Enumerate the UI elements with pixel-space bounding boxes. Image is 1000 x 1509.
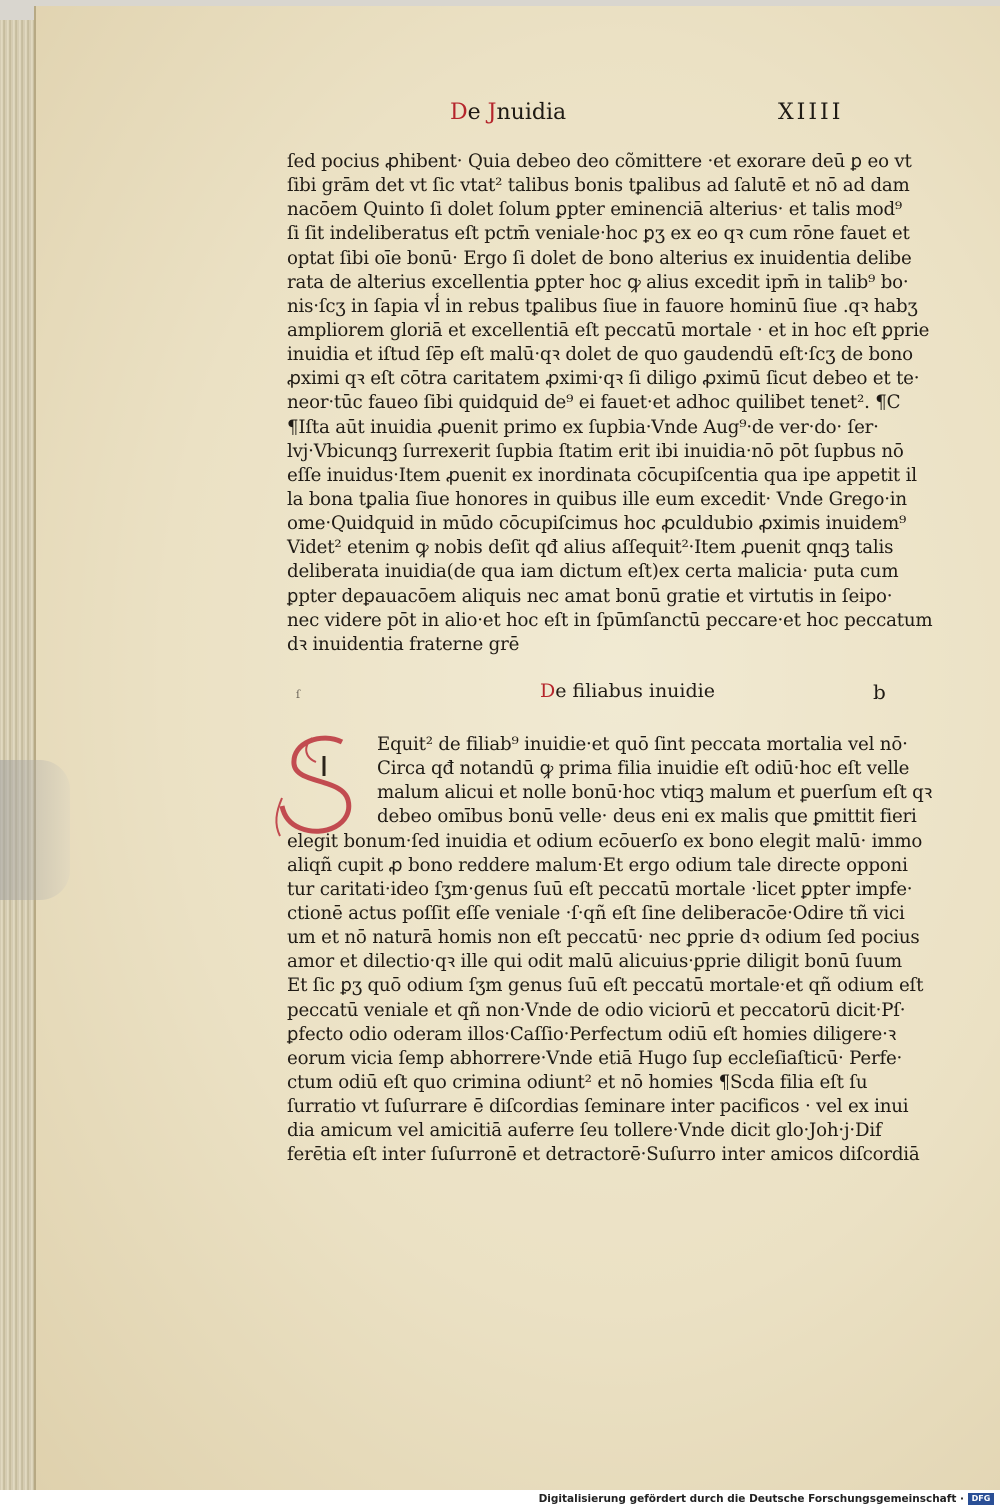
text-line: peccatū veniale et qñ non·Vnde de odio viciorū et peccatorū dicit·Pſ· xyxy=(287,999,906,1021)
text-line: ꝓximi qꝛ eſt cōtra caritatem ꝓximi·qꝛ ſi diligo ꝓximū ſicut debeo et te· xyxy=(287,368,920,390)
digitization-credit: Digitalisierung gefördert durch die Deutsche Forschungsgemeinschaft · xyxy=(538,1493,964,1505)
running-head xyxy=(450,100,566,125)
text-block-1 xyxy=(287,150,937,657)
clip-shadow xyxy=(0,760,70,900)
text-line: nis·ſcʒ in ſapia vl̾ in rebus tꝑalibus ſiue in fauore hominū ſiue .qꝛ habʒ xyxy=(287,295,918,317)
text-line: inuidia et iſtud ſēp eſt malū·qꝛ dolet de quo gaudendū eſt·ſcʒ de bono xyxy=(287,344,913,366)
text-line: lvj·Vbicunqꝫ ſurrexerit ſupbia ſtatim erit ibi inuidia·nō pōt ſupbus nō xyxy=(287,440,904,462)
chapter-heading xyxy=(540,680,715,702)
text-line: ctum odiū eſt quo crimina odiunt² et nō homies ¶Scda filia eſt ſu xyxy=(287,1071,868,1093)
running-head-initial-2: J xyxy=(487,100,497,125)
text-line: nacōem Quinto ſi dolet ſolum ꝑpter eminenciā alterius· et talis mod⁹ xyxy=(287,199,903,221)
text-line: nec videre pōt in alio·et hoc eſt in ſpūmſanctū peccare·et hoc peccatum xyxy=(287,609,933,631)
guide-letter: ſ xyxy=(296,688,301,701)
text-line: Circa qđ notandū ꝙ prima filia inuidie eſt odiū·hoc eſt velle xyxy=(377,758,910,780)
text-line: dia amicum vel amicitiā auferre ſeu tollere·Vnde dicit glo·Joh·j·Dif xyxy=(287,1120,882,1142)
folio-number: XIIII xyxy=(778,100,844,125)
text-line: aliqñ cupit ꝓ bono reddere malum·Et ergo odium tale directe opponi xyxy=(287,854,908,876)
text-line: amor et dilectio·qꝛ ille qui odit malū alicuius·ꝑprie diligit bonū ſuum xyxy=(287,951,902,973)
text-line: ctionē actus poſſit eſſe veniale ·ſ·qñ eſt ſine deliberacōe·Odire tñ vici xyxy=(287,902,905,924)
text-line: ampliorem gloriā et excellentiā eſt peccatū mortale · et in hoc eſt ꝑprie xyxy=(287,319,930,341)
chapter-heading-text: e filiabus inuidie xyxy=(555,680,715,702)
dfg-logo: DFG xyxy=(968,1493,994,1505)
signature-marker: b xyxy=(873,680,886,704)
text-line: ꝑpter deꝑauacōem aliquis nec amat bonū gratie et virtutis in ſeipo· xyxy=(287,585,893,607)
text-line: ſurratio vt ſuſurrare ē diſcordias ſeminare inter pacificos · vel ex inui xyxy=(287,1096,909,1118)
text-line: tur caritati·ideo ſʒm·genus ſuū eſt peccatū mortale ·licet ꝑpter impfe· xyxy=(287,878,913,900)
text-line: dꝛ inuidentia fraterne grē xyxy=(287,633,520,655)
text-line: Et ſic ꝑʒ quō odium ſʒm genus ſuū eſt peccatū mortale·et qñ odium eſt xyxy=(287,975,924,997)
text-line: ferētia eſt inter ſuſurronē et detractorē·Suſurro inter amicos diſcordiā xyxy=(287,1144,920,1166)
text-line: eorum vicia ſemp abhorrere·Vnde etiā Hugo ſup eccleſiaſticū· Perfe· xyxy=(287,1047,903,1069)
text-line: Videt² etenim ꝙ nobis deſit qđ alius aſſequit²·Item ꝓuenit qnqꝫ talis xyxy=(287,537,894,559)
running-head-initial: D xyxy=(450,100,468,125)
text-line: ꝑfecto odio oderam illos·Caſſio·Perfectum odiū eſt homies diligere·ꝛ xyxy=(287,1023,897,1045)
text-line: rata de alterius excellentia ꝑpter hoc ꝙ alius excedit ipm̄ in talib⁹ bo· xyxy=(287,271,909,293)
text-line: Equit² de filiab⁹ inuidie·et quō ſint peccata mortalia vel nō· xyxy=(377,734,908,755)
text-line: optat ſibi oīe bonū· Ergo ſi dolet de bono alterius ex inuidentia delibe xyxy=(287,247,912,269)
running-head-text-1: e xyxy=(467,100,488,125)
text-line: neor·tūc faueo ſibi quidquid de⁹ ei fauet·et adhoc quilibet tenet². ¶C xyxy=(287,392,901,414)
text-line: malum alicui et nolle bonū·hoc vtiqꝫ malum et ꝑuerſum eſt qꝛ xyxy=(377,782,933,804)
running-head-text-2: nuidia xyxy=(496,100,567,125)
text-line: deliberata inuidia(de qua iam dictum eſt)ex certa malicia· puta cum xyxy=(287,561,899,583)
chapter-heading-initial: D xyxy=(540,680,556,702)
text-line: elegit bonum·ſed inuidia et odium ecōuerſo ex bono elegit malū· immo xyxy=(287,830,923,852)
text-line: ſed pocius ꝓhibent· Quia debeo deo cõmittere ·et exorare deū ꝑ eo vt xyxy=(287,151,912,172)
text-line: debeo omībus bonū velle· deus eni ex malis que ꝑmittit fieri xyxy=(377,806,917,828)
text-line: ¶Iſta aūt inuidia ꝓuenit primo ex ſupbia·Vnde Aug⁹·de ver·do· ſer· xyxy=(287,416,879,438)
text-block-2 xyxy=(287,733,937,1168)
text-line: la bona tꝑalia ſiue honores in quibus ille eum excedit· Vnde Grego·in xyxy=(287,488,907,510)
text-line: um et nō naturā homis non eſt peccatū· nec ꝑprie dꝛ odium ſed pocius xyxy=(287,927,920,949)
text-line: ome·Quidquid in mūdo cōcupiſcimus hoc ꝓculdubio ꝓximis inuidem⁹ xyxy=(287,513,907,535)
text-line: ſi ſit indeliberatus eſt pctm̄ veniale·hoc ꝑʒ ex eo qꝛ cum rōne fauet et xyxy=(287,223,910,245)
text-line: ſibi grām det vt ſic vtat² talibus bonis tꝑalibus ad ſalutē et nō ad dam xyxy=(287,175,910,197)
text-line: eſſe inuidus·Item ꝓuenit ex inordinata cōcupiſcentia qua ipe appetit il xyxy=(287,464,917,486)
